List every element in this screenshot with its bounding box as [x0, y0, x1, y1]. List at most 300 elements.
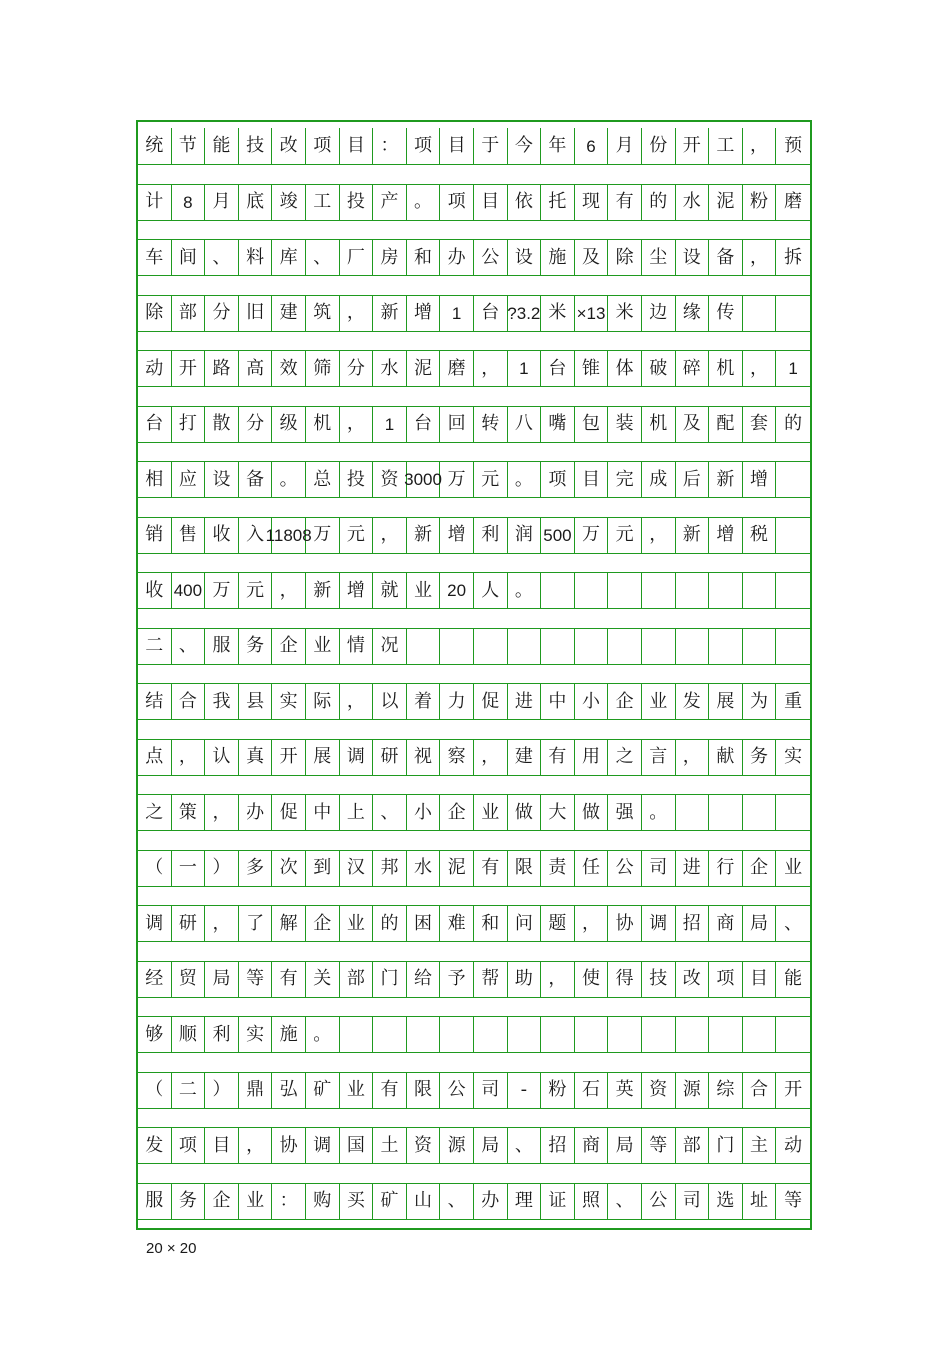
grid-cell: [776, 517, 810, 554]
grid-cell: 小: [575, 683, 609, 720]
grid-cell: 有: [272, 961, 306, 998]
grid-cell: 散: [205, 406, 239, 443]
grid-cell: 元: [474, 461, 508, 498]
grid-cell: 今: [508, 128, 542, 165]
grid-cell: 体: [608, 350, 642, 387]
grid-cell: 收: [138, 572, 172, 609]
grid-cell: 泥: [440, 850, 474, 887]
grid-cell: 有: [373, 1072, 407, 1109]
grid-cell: ，: [340, 683, 374, 720]
grid-cell: 1: [776, 350, 810, 387]
grid-cell: [743, 628, 777, 665]
grid-cell: 除: [608, 239, 642, 276]
grid-cell: 二: [172, 1072, 206, 1109]
grid-cell: 顺: [172, 1016, 206, 1053]
grid-cell: ，: [205, 905, 239, 942]
grid-cell: 和: [407, 239, 441, 276]
grid-cell: 中: [306, 794, 340, 831]
grid-cell: 买: [340, 1183, 374, 1220]
grid-cell: 。: [306, 1016, 340, 1053]
grid-cell: 目: [440, 128, 474, 165]
grid-cell: 。: [272, 461, 306, 498]
grid-cell: 次: [272, 850, 306, 887]
grid-cell: 部: [172, 295, 206, 332]
grid-cell: 投: [340, 461, 374, 498]
grid-cell: 、: [440, 1183, 474, 1220]
grid-cell: [776, 572, 810, 609]
grid-cell: 予: [440, 961, 474, 998]
grid-cell: 部: [676, 1127, 710, 1164]
grid-cell: 帮: [474, 961, 508, 998]
grid-row: [138, 517, 810, 554]
grid-cell: 新: [676, 517, 710, 554]
grid-cell: [575, 628, 609, 665]
grid-cell: 间: [172, 239, 206, 276]
grid-cell: ，: [373, 517, 407, 554]
grid-cell: （: [138, 850, 172, 887]
grid-cell: 设: [676, 239, 710, 276]
grid-cell: 力: [440, 683, 474, 720]
grid-cell: 机: [642, 406, 676, 443]
grid-cell: 及: [575, 239, 609, 276]
grid-cell: 调: [138, 905, 172, 942]
grid-cell: 限: [407, 1072, 441, 1109]
grid-cell: 购: [306, 1183, 340, 1220]
manuscript-grid: [136, 120, 812, 1230]
grid-cell: 经: [138, 961, 172, 998]
grid-cell: 山: [407, 1183, 441, 1220]
grid-cell: 实: [272, 683, 306, 720]
grid-cell: 部: [340, 961, 374, 998]
grid-cell: 公: [440, 1072, 474, 1109]
grid-cell: 资: [373, 461, 407, 498]
grid-cell: 实: [239, 1016, 273, 1053]
grid-cell: [541, 572, 575, 609]
grid-cell: 开: [272, 739, 306, 776]
grid-cell: [676, 1016, 710, 1053]
grid-cell: 泥: [407, 350, 441, 387]
grid-cell: 之: [608, 739, 642, 776]
grid-cell: [676, 794, 710, 831]
grid-cell: ，: [340, 295, 374, 332]
grid-cell: 嘴: [541, 406, 575, 443]
grid-cell: 粉: [743, 184, 777, 221]
grid-cell: [676, 572, 710, 609]
grid-cell: 备: [709, 239, 743, 276]
grid-cell: ，: [575, 905, 609, 942]
grid-row: [138, 239, 810, 276]
grid-cell: 源: [676, 1072, 710, 1109]
grid-cell: 6: [575, 128, 609, 165]
grid-cell: 理: [508, 1183, 542, 1220]
grid-cell: 言: [642, 739, 676, 776]
grid-cell: 利: [474, 517, 508, 554]
grid-cell: 碎: [676, 350, 710, 387]
grid-cell: [440, 1016, 474, 1053]
grid-cell: ，: [272, 572, 306, 609]
grid-cell: 发: [676, 683, 710, 720]
grid-cell: 项: [541, 461, 575, 498]
grid-cell: 业: [340, 905, 374, 942]
grid-cell: 11808: [272, 517, 306, 554]
grid-cell: 500: [541, 517, 575, 554]
grid-cell: 调: [306, 1127, 340, 1164]
grid-cell: [407, 628, 441, 665]
grid-cell: [407, 1016, 441, 1053]
grid-cell: 依: [508, 184, 542, 221]
grid-row: [138, 461, 810, 498]
grid-cell: 为: [743, 683, 777, 720]
grid-cell: 高: [239, 350, 273, 387]
grid-cell: 司: [474, 1072, 508, 1109]
grid-cell: 土: [373, 1127, 407, 1164]
grid-cell: 公: [642, 1183, 676, 1220]
grid-cell: [508, 628, 542, 665]
grid-cell: 节: [172, 128, 206, 165]
grid-cell: 米: [608, 295, 642, 332]
grid-cell: [541, 628, 575, 665]
grid-cell: 贸: [172, 961, 206, 998]
grid-cell: 于: [474, 128, 508, 165]
grid-cell: [474, 628, 508, 665]
grid-cell: 产: [373, 184, 407, 221]
grid-cell: 矿: [306, 1072, 340, 1109]
grid-cell: 研: [373, 739, 407, 776]
grid-cell: 1: [440, 295, 474, 332]
grid-cell: 上: [340, 794, 374, 831]
grid-cell: 工: [306, 184, 340, 221]
grid-cell: [373, 1016, 407, 1053]
grid-cell: 月: [608, 128, 642, 165]
grid-cell: [743, 572, 777, 609]
grid-cell: 困: [407, 905, 441, 942]
grid-cell: 开: [172, 350, 206, 387]
grid-cell: 、: [608, 1183, 642, 1220]
grid-cell: 有: [474, 850, 508, 887]
grid-cell: [776, 794, 810, 831]
grid-cell: 业: [340, 1072, 374, 1109]
grid-row: [138, 350, 810, 387]
grid-cell: 司: [676, 1183, 710, 1220]
grid-cell: 收: [205, 517, 239, 554]
grid-cell: [474, 1016, 508, 1053]
grid-cell: 增: [709, 517, 743, 554]
grid-cell: 现: [575, 184, 609, 221]
grid-cell: 进: [676, 850, 710, 887]
grid-cell: 之: [138, 794, 172, 831]
grid-cell: ）: [205, 850, 239, 887]
grid-cell: 车: [138, 239, 172, 276]
grid-cell: 协: [608, 905, 642, 942]
grid-cell: 行: [709, 850, 743, 887]
grid-cell: [541, 1016, 575, 1053]
grid-cell: 。: [508, 572, 542, 609]
grid-cell: 份: [642, 128, 676, 165]
grid-cell: 展: [709, 683, 743, 720]
grid-cell: 增: [440, 517, 474, 554]
grid-cell: 万: [205, 572, 239, 609]
grid-cell: 级: [272, 406, 306, 443]
grid-cell: 合: [172, 683, 206, 720]
grid-cell: 强: [608, 794, 642, 831]
grid-cell: 等: [239, 961, 273, 998]
grid-cell: 调: [642, 905, 676, 942]
grid-cell: 务: [743, 739, 777, 776]
grid-row: [138, 184, 810, 221]
grid-cell: 大: [541, 794, 575, 831]
grid-cell: [676, 628, 710, 665]
grid-cell: 分: [239, 406, 273, 443]
grid-cell: 回: [440, 406, 474, 443]
grid-cell: 发: [138, 1127, 172, 1164]
grid-cell: 门: [709, 1127, 743, 1164]
grid-cell: 工: [709, 128, 743, 165]
grid-cell: 、: [508, 1127, 542, 1164]
grid-cell: 招: [676, 905, 710, 942]
grid-cell: [743, 794, 777, 831]
grid-cell: 8: [172, 184, 206, 221]
grid-cell: 点: [138, 739, 172, 776]
grid-cell: 关: [306, 961, 340, 998]
grid-cell: 万: [306, 517, 340, 554]
grid-row: [138, 905, 810, 942]
grid-cell: ，: [474, 350, 508, 387]
grid-cell: 汉: [340, 850, 374, 887]
grid-cell: 尘: [642, 239, 676, 276]
grid-cell: 址: [743, 1183, 777, 1220]
grid-size-label: 20 × 20: [146, 1240, 197, 1257]
grid-cell: 办: [239, 794, 273, 831]
grid-cell: 施: [541, 239, 575, 276]
grid-cell: 主: [743, 1127, 777, 1164]
grid-cell: 新: [709, 461, 743, 498]
grid-cell: [776, 628, 810, 665]
grid-cell: [776, 295, 810, 332]
grid-cell: 旧: [239, 295, 273, 332]
grid-cell: [776, 461, 810, 498]
grid-cell: 增: [407, 295, 441, 332]
grid-cell: 企: [306, 905, 340, 942]
grid-cell: 视: [407, 739, 441, 776]
grid-cell: 办: [440, 239, 474, 276]
grid-cell: ×13: [575, 295, 609, 332]
grid-cell: 包: [575, 406, 609, 443]
grid-cell: 办: [474, 1183, 508, 1220]
grid-cell: 综: [709, 1072, 743, 1109]
grid-cell: 项: [172, 1127, 206, 1164]
grid-cell: 以: [373, 683, 407, 720]
grid-cell: 配: [709, 406, 743, 443]
grid-cell: 协: [272, 1127, 306, 1164]
grid-cell: 新: [407, 517, 441, 554]
grid-cell: 局: [743, 905, 777, 942]
grid-cell: 改: [676, 961, 710, 998]
grid-cell: [776, 1016, 810, 1053]
grid-cell: 和: [474, 905, 508, 942]
grid-cell: 项: [306, 128, 340, 165]
grid-cell: 难: [440, 905, 474, 942]
grid-cell: 邦: [373, 850, 407, 887]
grid-cell: 使: [575, 961, 609, 998]
grid-cell: 20: [440, 572, 474, 609]
grid-cell: 泥: [709, 184, 743, 221]
grid-cell: 重: [776, 683, 810, 720]
grid-cell: 中: [541, 683, 575, 720]
grid-cell: 的: [776, 406, 810, 443]
grid-cell: 设: [205, 461, 239, 498]
grid-cell: 年: [541, 128, 575, 165]
grid-cell: 做: [575, 794, 609, 831]
grid-cell: 润: [508, 517, 542, 554]
grid-cell: 企: [205, 1183, 239, 1220]
grid-cell: 限: [508, 850, 542, 887]
grid-cell: [642, 572, 676, 609]
grid-cell: 水: [373, 350, 407, 387]
grid-cell: 后: [676, 461, 710, 498]
grid-cell: 促: [474, 683, 508, 720]
grid-cell: 米: [541, 295, 575, 332]
grid-cell: 售: [172, 517, 206, 554]
grid-cell: 、: [776, 905, 810, 942]
grid-cell: 际: [306, 683, 340, 720]
grid-cell: 目: [340, 128, 374, 165]
grid-cell: 元: [608, 517, 642, 554]
grid-cell: 选: [709, 1183, 743, 1220]
grid-cell: 机: [709, 350, 743, 387]
grid-cell: 资: [407, 1127, 441, 1164]
grid-cell: 商: [709, 905, 743, 942]
grid-row: [138, 794, 810, 831]
grid-cell: 元: [340, 517, 374, 554]
grid-cell: 认: [205, 739, 239, 776]
grid-cell: 目: [743, 961, 777, 998]
grid-cell: 责: [541, 850, 575, 887]
grid-cell: 应: [172, 461, 206, 498]
grid-cell: ?3.2: [508, 295, 542, 332]
grid-cell: 局: [608, 1127, 642, 1164]
grid-cell: 传: [709, 295, 743, 332]
grid-cell: 等: [642, 1127, 676, 1164]
grid-cell: 技: [642, 961, 676, 998]
grid-row: [138, 406, 810, 443]
grid-cell: 统: [138, 128, 172, 165]
grid-cell: 够: [138, 1016, 172, 1053]
grid-cell: 建: [272, 295, 306, 332]
grid-cell: [743, 295, 777, 332]
grid-cell: 调: [340, 739, 374, 776]
grid-cell: 一: [172, 850, 206, 887]
grid-cell: 装: [608, 406, 642, 443]
grid-cell: 粉: [541, 1072, 575, 1109]
grid-cell: 建: [508, 739, 542, 776]
grid-row: [138, 295, 810, 332]
grid-cell: 有: [541, 739, 575, 776]
grid-cell: 业: [407, 572, 441, 609]
grid-cell: 二: [138, 628, 172, 665]
grid-cell: 施: [272, 1016, 306, 1053]
grid-cell: 有: [608, 184, 642, 221]
grid-cell: 情: [340, 628, 374, 665]
grid-row: [138, 850, 810, 887]
grid-cell: 公: [474, 239, 508, 276]
grid-cell: 企: [440, 794, 474, 831]
grid-cell: 利: [205, 1016, 239, 1053]
grid-cell: 筑: [306, 295, 340, 332]
grid-cell: 。: [407, 184, 441, 221]
grid-cell: ，: [642, 517, 676, 554]
grid-cell: [743, 1016, 777, 1053]
grid-cell: 商: [575, 1127, 609, 1164]
grid-cell: 入: [239, 517, 273, 554]
grid-cell: 。: [508, 461, 542, 498]
grid-cell: 人: [474, 572, 508, 609]
grid-cell: -: [508, 1072, 542, 1109]
grid-cell: 技: [239, 128, 273, 165]
grid-cell: 得: [608, 961, 642, 998]
grid-cell: 给: [407, 961, 441, 998]
grid-cell: 石: [575, 1072, 609, 1109]
grid-cell: 国: [340, 1127, 374, 1164]
grid-cell: 磨: [440, 350, 474, 387]
grid-cell: 业: [776, 850, 810, 887]
grid-cell: 用: [575, 739, 609, 776]
grid-cell: 增: [340, 572, 374, 609]
grid-cell: 缘: [676, 295, 710, 332]
grid-cell: 到: [306, 850, 340, 887]
grid-cell: 务: [172, 1183, 206, 1220]
grid-cell: 库: [272, 239, 306, 276]
grid-cell: 套: [743, 406, 777, 443]
grid-cell: [709, 1016, 743, 1053]
grid-cell: 公: [608, 850, 642, 887]
grid-cell: 机: [306, 406, 340, 443]
grid-cell: [608, 572, 642, 609]
grid-cell: 投: [340, 184, 374, 221]
grid-row: [138, 739, 810, 776]
grid-cell: ，: [676, 739, 710, 776]
grid-cell: 总: [306, 461, 340, 498]
grid-cell: 任: [575, 850, 609, 887]
grid-cell: 研: [172, 905, 206, 942]
grid-row: [138, 1072, 810, 1109]
grid-cell: 多: [239, 850, 273, 887]
grid-cell: ，: [743, 350, 777, 387]
grid-cell: [508, 1016, 542, 1053]
grid-cell: 展: [306, 739, 340, 776]
grid-cell: 局: [205, 961, 239, 998]
grid-cell: 开: [676, 128, 710, 165]
grid-cell: 业: [474, 794, 508, 831]
grid-cell: 转: [474, 406, 508, 443]
grid-cell: 能: [205, 128, 239, 165]
grid-row: [138, 1016, 810, 1053]
grid-cell: 底: [239, 184, 273, 221]
grid-cell: ，: [340, 406, 374, 443]
grid-cell: ，: [743, 128, 777, 165]
grid-cell: [575, 572, 609, 609]
grid-cell: 目: [205, 1127, 239, 1164]
grid-cell: 矿: [373, 1183, 407, 1220]
grid-cell: 证: [541, 1183, 575, 1220]
grid-cell: 拆: [776, 239, 810, 276]
grid-cell: 完: [608, 461, 642, 498]
grid-cell: 况: [373, 628, 407, 665]
grid-cell: 料: [239, 239, 273, 276]
grid-cell: 企: [743, 850, 777, 887]
grid-cell: 。: [642, 794, 676, 831]
grid-cell: 、: [306, 239, 340, 276]
grid-cell: 万: [575, 517, 609, 554]
